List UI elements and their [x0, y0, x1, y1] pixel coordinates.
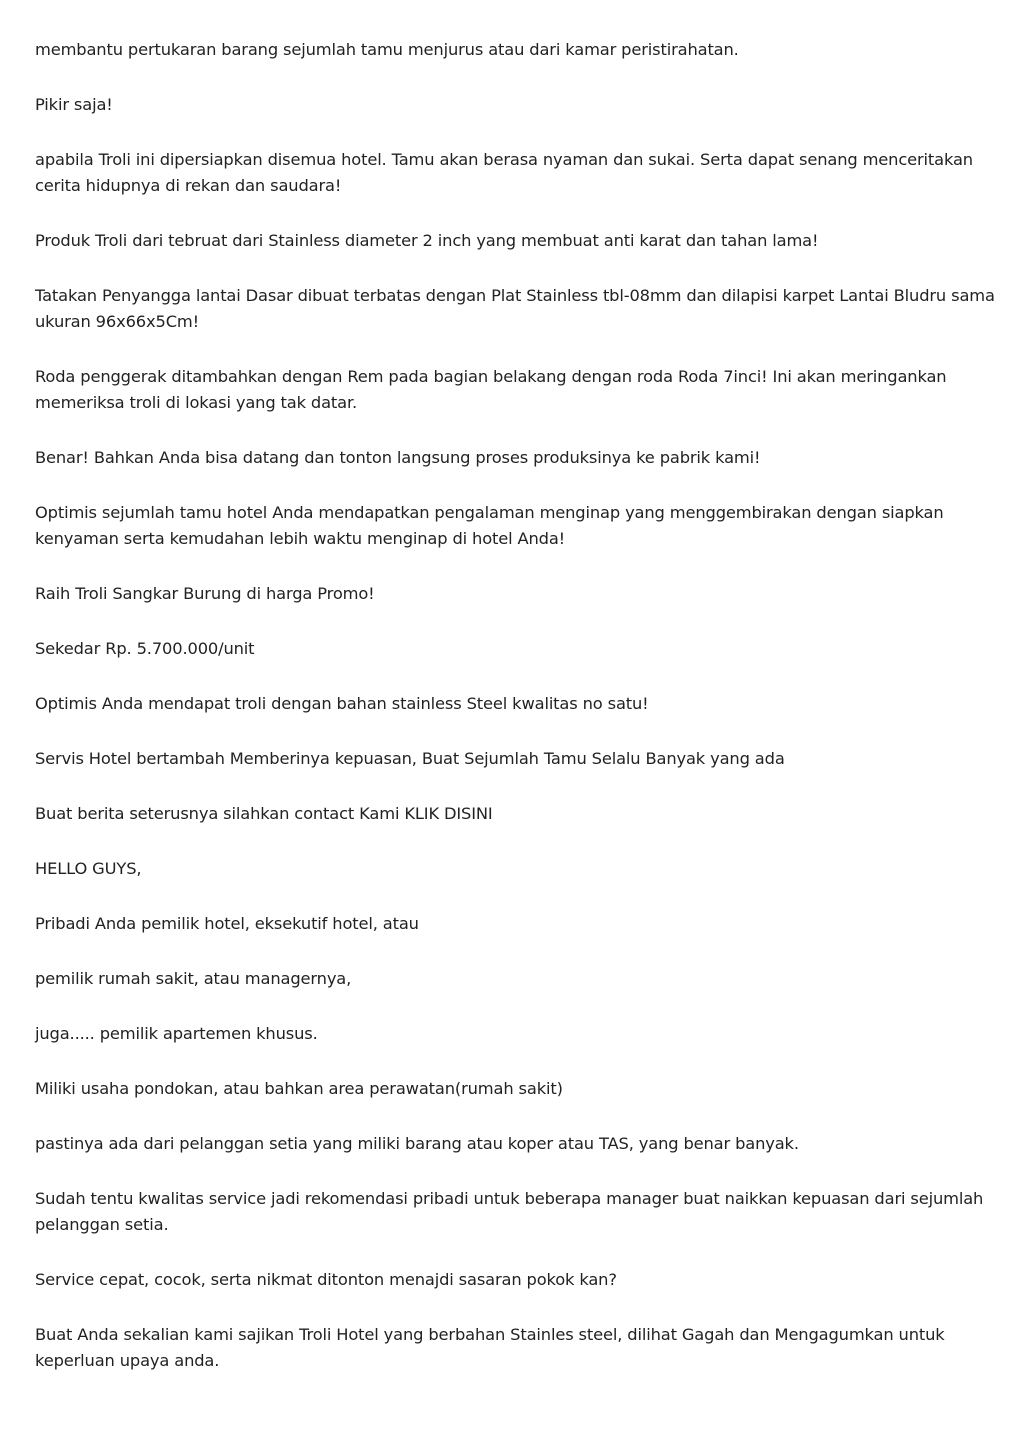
paragraph-1: membantu pertukaran barang sejumlah tamu menjurus atau dari kamar peristirahatan. [35, 40, 739, 59]
paragraph-9: Raih Troli Sangkar Burung di harga Promo! [35, 584, 375, 603]
document-page [35, 37, 995, 1403]
paragraph-22: Buat Anda sekalian kami sajikan Troli Hotel yang berbahan Stainles steel, dilihat Gagah dan Mengagumkan untuk keperluan upaya anda. [35, 1325, 945, 1370]
paragraph-17: juga..... pemilik apartemen khusus. [35, 1024, 318, 1043]
paragraph-12: Servis Hotel bertambah Memberinya kepuasan, Buat Sejumlah Tamu Selalu Banyak yang ada [35, 749, 785, 768]
greeting-paragraph: HELLO GUYS, [35, 859, 142, 878]
paragraph-21: Service cepat, cocok, serta nikmat ditonton menajdi sasaran pokok kan? [35, 1270, 617, 1289]
paragraph-2: Pikir saja! [35, 95, 113, 114]
paragraph-7: Benar! Bahkan Anda bisa datang dan tonton langsung proses produksinya ke pabrik kami! [35, 448, 761, 467]
paragraph-5: Tatakan Penyangga lantai Dasar dibuat terbatas dengan Plat Stainless tbl-08mm dan dilapisi karpet Lantai Bludru sama ukuran 96x66x5Cm! [35, 286, 995, 331]
paragraph-15: Pribadi Anda pemilik hotel, eksekutif hotel, atau [35, 914, 419, 933]
price-paragraph: Sekedar Rp. 5.700.000/unit [35, 639, 255, 658]
paragraph-19: pastinya ada dari pelanggan setia yang miliki barang atau koper atau TAS, yang benar banyak. [35, 1134, 799, 1153]
paragraph-3: apabila Troli ini dipersiapkan disemua hotel. Tamu akan berasa nyaman dan sukai. Serta dapat senang menceritakan cerita hidupnya di rekan dan saudara! [35, 150, 973, 195]
paragraph-16: pemilik rumah sakit, atau managernya, [35, 969, 352, 988]
paragraph-18: Miliki usaha pondokan, atau bahkan area perawatan(rumah sakit) [35, 1079, 563, 1098]
paragraph-20: Sudah tentu kwalitas service jadi rekomendasi pribadi untuk beberapa manager buat naikkan kepuasan dari sejumlah pelanggan setia. [35, 1189, 984, 1234]
contact-paragraph: Buat berita seterusnya silahkan contact Kami KLIK DISINI [35, 804, 493, 823]
paragraph-4: Produk Troli dari tebruat dari Stainless diameter 2 inch yang membuat anti karat dan tahan lama! [35, 231, 819, 250]
paragraph-11: Optimis Anda mendapat troli dengan bahan stainless Steel kwalitas no satu! [35, 694, 649, 713]
paragraph-6: Roda penggerak ditambahkan dengan Rem pada bagian belakang dengan roda Roda 7inci! Ini akan meringankan memeriksa troli di lokasi yang tak datar. [35, 367, 947, 412]
paragraph-8: Optimis sejumlah tamu hotel Anda mendapatkan pengalaman menginap yang menggembirakan dengan siapkan kenyaman serta kemudahan lebih waktu menginap di hotel Anda! [35, 503, 944, 548]
